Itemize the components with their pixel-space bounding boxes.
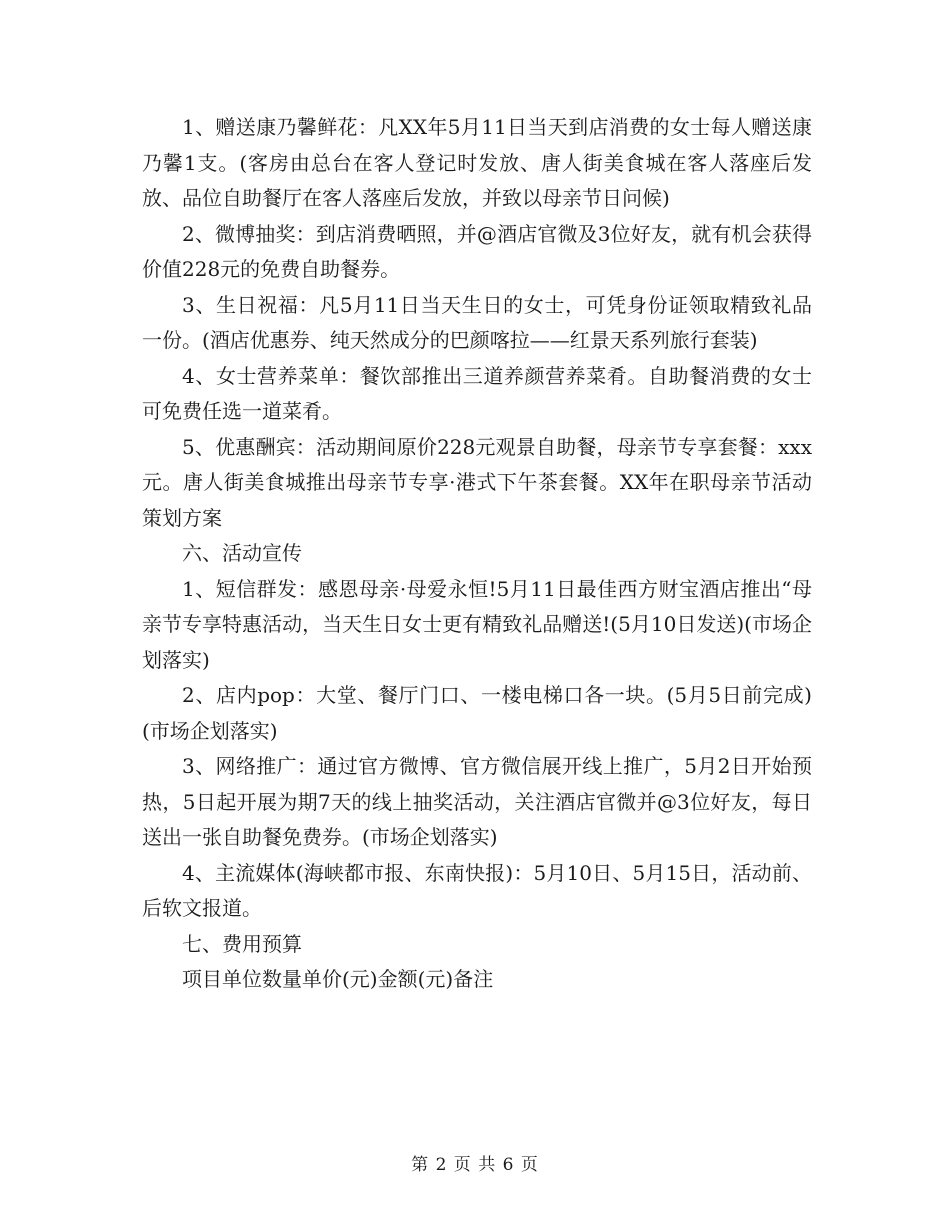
paragraph-media: 4、主流媒体(海峡都市报、东南快报)：5月10日、5月15日，活动前、后软文报道。	[142, 860, 812, 920]
body-text	[142, 110, 812, 998]
budget-table-header: 项目单位数量单价(元)金额(元)备注	[182, 967, 494, 991]
section-heading-budget: 七、费用预算	[182, 931, 302, 956]
section-heading-promotion: 六、活动宣传	[182, 541, 302, 565]
paragraph-gift-flowers: 1、赠送康乃馨鲜花：凡XX年5月11日当天到店消费的女士每人赠送康乃馨1支。(客房由总台在客人登记时发放、唐人街美食城在客人落座后发放、品位自助餐厅在客人落座后发放，并致以母亲节日问候)	[142, 115, 812, 210]
paragraph-weibo-lottery: 2、微博抽奖：到店消费晒照，并@酒店官微及3位好友，就有机会获得价值228元的免费自助餐券。	[142, 221, 812, 281]
paragraph-pop: 2、店内pop：大堂、餐厅门口、一楼电梯口各一块。(5月5日前完成)(市场企划落实)	[142, 683, 812, 743]
paragraph-birthday-blessing: 3、生日祝福：凡5月11日当天生日的女士，可凭身份证领取精致礼品一份。(酒店优惠券、纯天然成分的巴颜喀拉——红景天系列旅行套装)	[142, 292, 812, 352]
paragraph-sms: 1、短信群发：感恩母亲·母爱永恒!5月11日最佳西方财宝酒店推出“母亲节专享特惠活动，当天生日女士更有精致礼品赠送!(5月10日发送)(市场企划落实)	[142, 576, 812, 672]
paragraph-discount: 5、优惠酬宾：活动期间原价228元观景自助餐，母亲节专享套餐：xxx元。唐人街美食城推出母亲节专享·港式下午茶套餐。XX年在职母亲节活动策划方案	[142, 434, 812, 530]
paragraph-online-promotion: 3、网络推广：通过官方微博、官方微信展开线上推广，5月2日开始预热，5日起开展为期7天的线上抽奖活动，关注酒店官微并@3位好友，每日送出一张自助餐免费券。(市场企划落实)	[142, 754, 812, 849]
paragraph-nutrition-menu: 4、女士营养菜单：餐饮部推出三道养颜营养菜肴。自助餐消费的女士可免费任选一道菜肴。	[142, 363, 812, 423]
page-number-footer: 第 2 页 共 6 页	[411, 1155, 539, 1175]
